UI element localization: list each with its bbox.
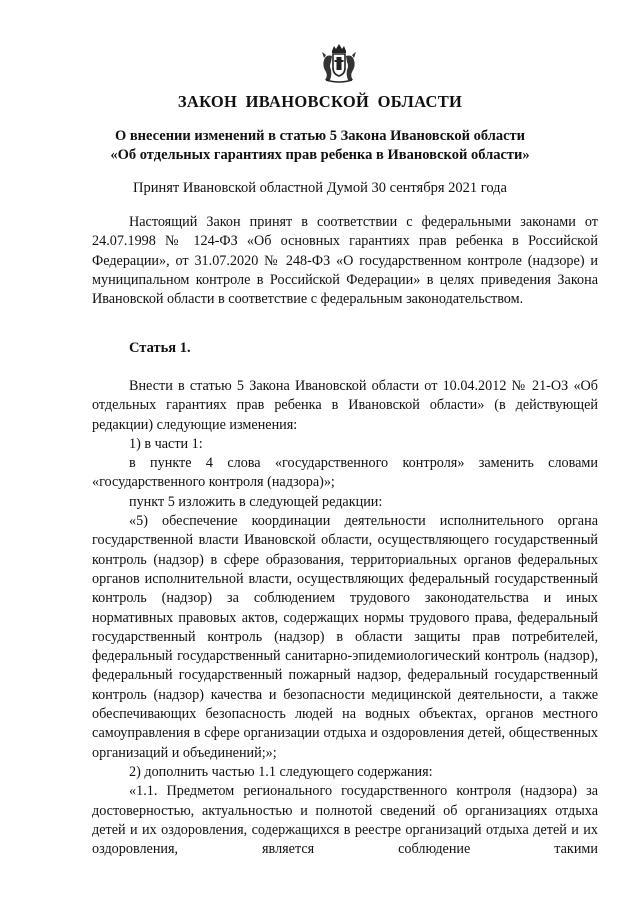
subtitle-line: «Об отдельных гарантиях прав ребенка в Ивановской области» xyxy=(110,147,530,163)
article-paragraph: Внести в статью 5 Закона Ивановской области от 10.04.2012 № 21-ОЗ «Об отдельных гарантиях прав ребенка в Ивановской области» (в действующей редакции) следующие изменения: xyxy=(92,378,598,433)
article-body xyxy=(92,377,598,859)
article-paragraph: 1) в части 1: xyxy=(129,435,203,452)
article-heading: Статья 1. xyxy=(129,340,191,356)
preamble-paragraph: Настоящий Закон принят в соответствии с федеральными законами от 24.07.1998 № 124-ФЗ «Об основных гарантиях прав ребенка в Российской Федерации», от 31.07.2020 № 248-ФЗ «О государственном контроле (надзоре) и муниципальном контроле в Российской Федерации» в целях приведения Закона Ивановской области в соответствие с федеральным законодательством. xyxy=(92,214,598,308)
coat-of-arms-emblem-icon xyxy=(318,42,360,84)
law-subtitle xyxy=(60,127,580,165)
subtitle-line: О внесении изменений в статью 5 Закона Ивановской области xyxy=(114,128,526,144)
adoption-line: Принят Ивановской областной Думой 30 сентября 2021 года xyxy=(133,180,507,196)
law-title: ЗАКОН ИВАНОВСКОЙ ОБЛАСТИ xyxy=(177,92,463,111)
article-paragraph: «1.1. Предметом регионального государственного контроля (надзора) за достоверностью, актуальностью и полнотой сведений об организациях отдыха детей и их оздоровления, содержащихся в реестре организаций отдыха детей и их оздоровления, является соблюдение такими xyxy=(92,783,598,858)
article-paragraph: «5) обеспечение координации деятельности исполнительного органа государственной власти Ивановской области, осуществляющего государственный контроль (надзор) в сфере образования, территориальных органов федеральных органов исполнительной власти, осуществляющих федеральный государственный контроль (надзор) за соблюдением трудового законодательства и иных нормативных правовых актов, содержащих нормы трудового права, федеральный государственный контроль (надзор) в области защиты прав потребителей, федеральный государственный санитарно-эпидемиологический контроль (надзор), федеральный государственный пожарный надзор, федеральный государственный контроль (надзор) качества и безопасности медицинской деятельности, а также обеспечивающих безопасность людей на водных объектах, органов местного самоуправления в сфере организации отдыха и оздоровления детей, общественных организаций и объединений;»; xyxy=(92,513,598,761)
article-paragraph: пункт 5 изложить в следующей редакции: xyxy=(129,493,383,510)
article-paragraph: 2) дополнить частью 1.1 следующего содержания: xyxy=(129,763,433,780)
preamble xyxy=(92,213,598,309)
article-paragraph: в пункте 4 слова «государственного контроля» заменить словами «государственного контроля (надзора)»; xyxy=(92,455,598,491)
